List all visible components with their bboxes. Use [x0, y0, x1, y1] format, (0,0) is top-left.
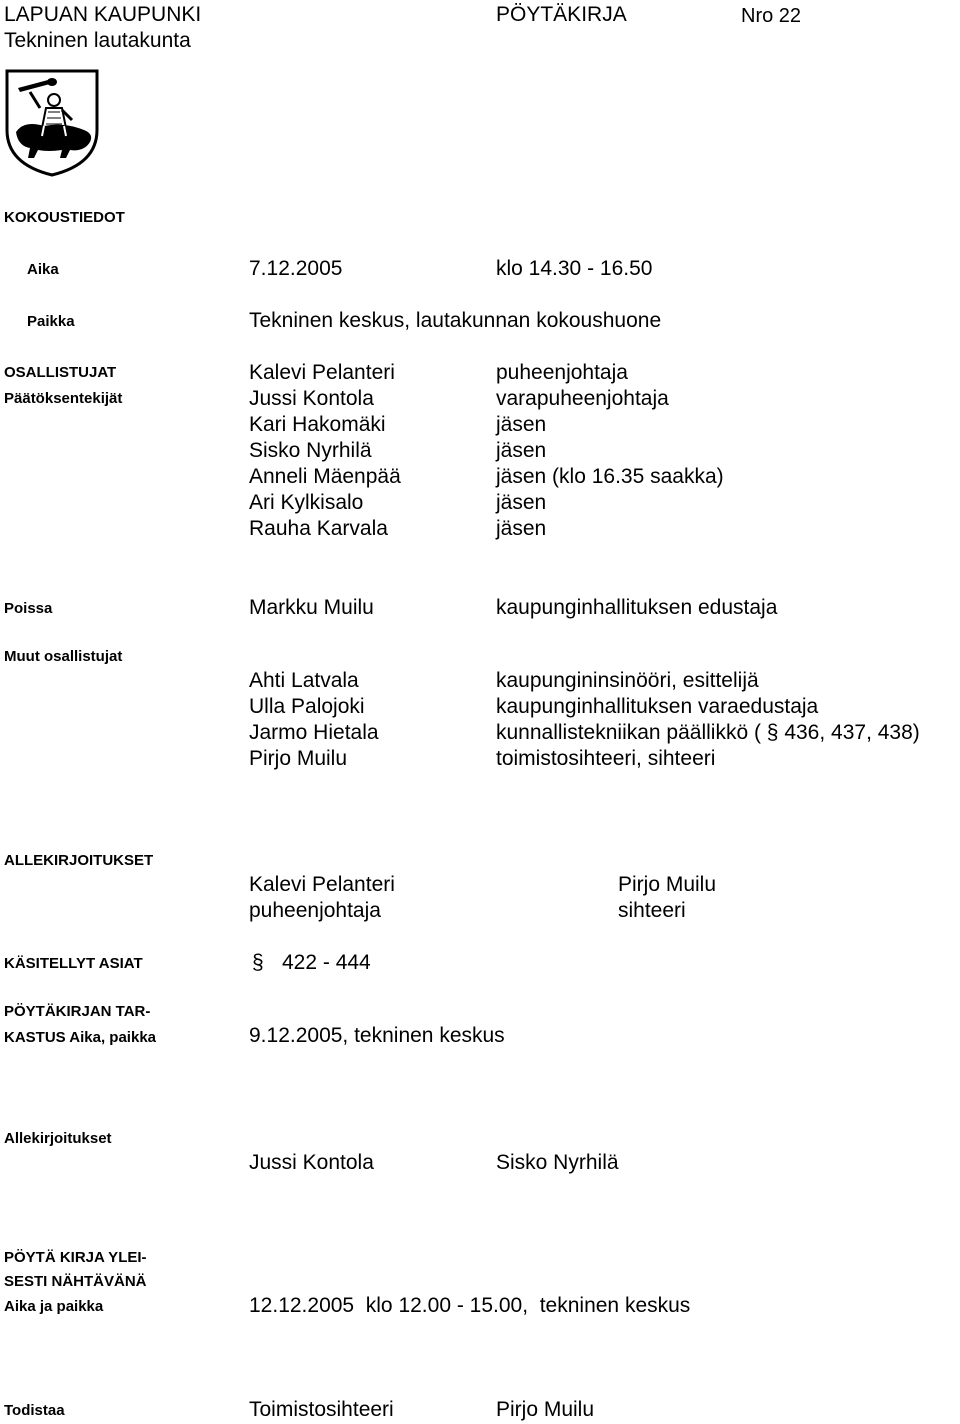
board-name: Tekninen lautakunta: [4, 29, 191, 52]
reviewer-name: Jussi Kontola: [249, 1151, 374, 1174]
member-role: puheenjohtaja: [496, 361, 628, 384]
secretary-name: Pirjo Muilu: [618, 873, 717, 896]
handled-items-label: KÄSITELLYT ASIAT: [4, 955, 143, 972]
member-role: jäsen: [496, 517, 547, 540]
public-date-place: 12.12.2005 klo 12.00 - 15.00, tekninen keskus: [249, 1294, 691, 1317]
member-name: Sisko Nyrhilä: [249, 439, 372, 462]
certify-label: Todistaa: [4, 1402, 65, 1419]
public-label-line2: SESTI NÄHTÄVÄNÄ: [4, 1273, 147, 1290]
place-label: Paikka: [27, 313, 75, 330]
certify-title: Toimistosihteeri: [249, 1398, 394, 1421]
absent-label: Poissa: [4, 600, 53, 617]
member-role: jäsen (klo 16.35 saakka): [496, 465, 724, 488]
certify-name: Pirjo Muilu: [496, 1398, 595, 1421]
member-role: jäsen: [496, 491, 547, 514]
chair-name: Kalevi Pelanteri: [249, 873, 395, 896]
reviewer-name: Sisko Nyrhilä: [496, 1151, 619, 1174]
absent-name: Markku Muilu: [249, 596, 374, 619]
member-name: Kari Hakomäki: [249, 413, 386, 436]
secretary-role: sihteeri: [618, 899, 686, 922]
city-name: LAPUAN KAUPUNKI: [4, 3, 202, 26]
member-role: jäsen: [496, 413, 547, 436]
member-role: varapuheenjohtaja: [496, 387, 669, 410]
member-name: Kalevi Pelanteri: [249, 361, 395, 384]
member-name: Ari Kylkisalo: [249, 491, 364, 514]
member-name: Anneli Mäenpää: [249, 465, 401, 488]
other-name: Jarmo Hietala: [249, 721, 379, 744]
other-role: kaupungininsinööri, esittelijä: [496, 669, 759, 692]
decision-makers-label: Päätöksentekijät: [4, 390, 123, 407]
absent-role: kaupunginhallituksen edustaja: [496, 596, 778, 619]
other-role: kunnallistekniikan päällikkö ( § 436, 437, 438): [496, 721, 920, 744]
public-label-line1: PÖYTÄ KIRJA YLEI-: [4, 1249, 147, 1266]
time-label: Aika: [27, 261, 59, 278]
other-name: Ulla Palojoki: [249, 695, 365, 718]
document-type: PÖYTÄKIRJA: [496, 3, 627, 26]
section-sign-icon: §: [252, 951, 264, 974]
public-label-line3: Aika ja paikka: [4, 1298, 104, 1315]
other-name: Pirjo Muilu: [249, 747, 348, 770]
other-name: Ahti Latvala: [249, 669, 359, 692]
review-label-line2: KASTUS Aika, paikka: [4, 1029, 156, 1046]
coat-of-arms-icon: [4, 68, 100, 178]
meeting-time: klo 14.30 - 16.50: [496, 257, 653, 280]
signatures-label: ALLEKIRJOITUKSET: [4, 852, 154, 869]
member-role: jäsen: [496, 439, 547, 462]
other-role: toimistosihteeri, sihteeri: [496, 747, 716, 770]
member-name: Rauha Karvala: [249, 517, 388, 540]
review-signatures-label: Allekirjoitukset: [4, 1130, 112, 1147]
meeting-place: Tekninen keskus, lautakunnan kokoushuone: [249, 309, 662, 332]
participants-label: OSALLISTUJAT: [4, 364, 117, 381]
review-date-place: 9.12.2005, tekninen keskus: [249, 1024, 505, 1047]
chair-role: puheenjohtaja: [249, 899, 381, 922]
document-number: Nro 22: [741, 5, 802, 27]
other-role: kaupunginhallituksen varaedustaja: [496, 695, 819, 718]
meeting-info-title: KOKOUSTIEDOT: [4, 209, 125, 226]
member-name: Jussi Kontola: [249, 387, 374, 410]
handled-items-range: 422 - 444: [282, 951, 371, 974]
meeting-date: 7.12.2005: [249, 257, 343, 280]
other-participants-label: Muut osallistujat: [4, 648, 123, 665]
review-label-line1: PÖYTÄKIRJAN TAR-: [4, 1003, 151, 1020]
